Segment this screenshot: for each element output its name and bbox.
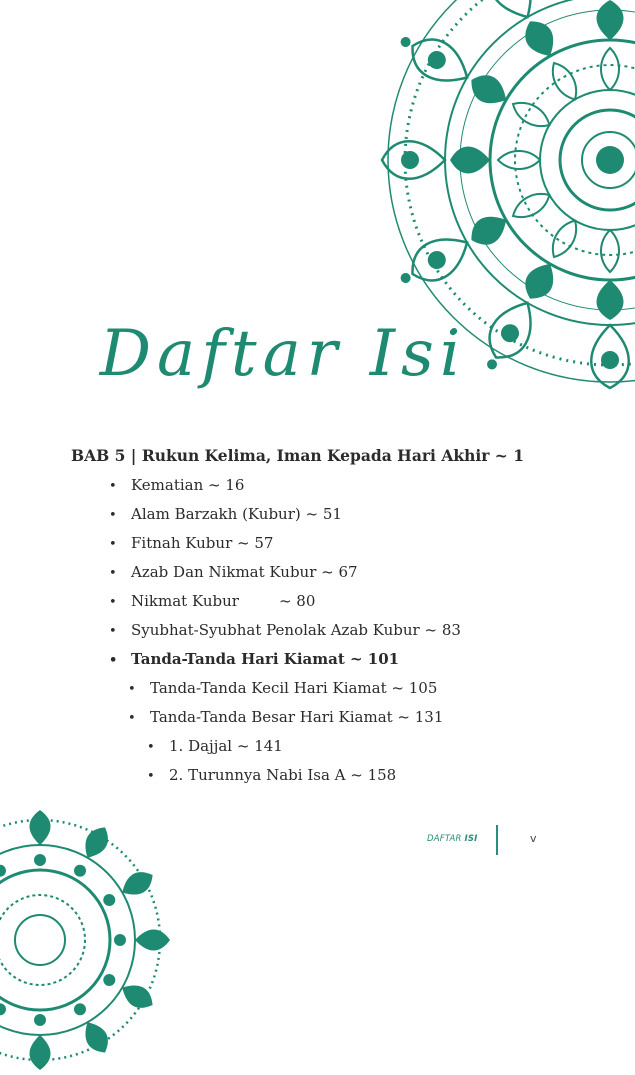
bullet: •	[128, 682, 136, 697]
toc-item-label: Alam Barzakh (Kubur) ~ 51	[131, 505, 342, 523]
bullet: •	[109, 595, 117, 610]
bullet: •	[147, 769, 155, 784]
toc-item-label: 2. Turunnya Nabi Isa A ~ 158	[169, 766, 397, 784]
toc-subitem[interactable]	[128, 707, 443, 729]
bullet: •	[109, 653, 118, 668]
toc-item[interactable]	[109, 591, 315, 613]
toc-subitem[interactable]	[128, 678, 437, 700]
bullet: •	[109, 479, 117, 494]
footer-divider	[496, 825, 498, 855]
toc-item-label: Nikmat Kubur	[131, 592, 239, 610]
bullet: •	[109, 537, 117, 552]
toc-chapter-heading[interactable]: BAB 5 | Rukun Kelima, Iman Kepada Hari Akhir ~ 1	[71, 446, 524, 465]
bullet: •	[109, 566, 117, 581]
toc-subsubitem[interactable]	[147, 765, 396, 787]
toc-subsubitem[interactable]	[147, 736, 283, 758]
page-footer	[420, 825, 620, 855]
toc-item-label: Syubhat-Syubhat Penolak Azab Kubur ~ 83	[131, 621, 461, 639]
toc-item-label: Tanda-Tanda Kecil Hari Kiamat ~ 105	[150, 679, 438, 697]
toc-item[interactable]	[109, 620, 461, 642]
toc-item-label: Fitnah Kubur ~ 57	[131, 534, 274, 552]
toc-item-label: Tanda-Tanda Hari Kiamat ~ 101	[131, 650, 400, 668]
toc-item-highlighted[interactable]	[109, 649, 399, 671]
footer-section-label	[427, 834, 478, 844]
bullet: •	[147, 740, 155, 755]
toc-item-label: Tanda-Tanda Besar Hari Kiamat ~ 131	[150, 708, 444, 726]
toc-item-label: 1. Dajjal ~ 141	[169, 737, 283, 755]
bullet: •	[109, 508, 117, 523]
page-number: v	[530, 832, 537, 845]
toc-item-label: Azab Dan Nikmat Kubur ~ 67	[131, 563, 358, 581]
page-title-text: Daftar Isi	[99, 317, 467, 391]
toc-item[interactable]	[109, 562, 358, 584]
footer-label-bold: ISI	[464, 834, 478, 844]
bullet: •	[109, 624, 117, 639]
mandala-ornament-bottom	[0, 805, 175, 1075]
toc-item-label: Kematian ~ 16	[131, 476, 245, 494]
toc-item[interactable]	[109, 533, 273, 555]
toc-item[interactable]	[109, 475, 244, 497]
bullet: •	[128, 711, 136, 726]
footer-label-light: DAFTAR	[427, 834, 462, 844]
page-title	[0, 305, 635, 410]
toc-item-page: ~ 80	[278, 592, 316, 610]
toc-item[interactable]	[109, 504, 342, 526]
